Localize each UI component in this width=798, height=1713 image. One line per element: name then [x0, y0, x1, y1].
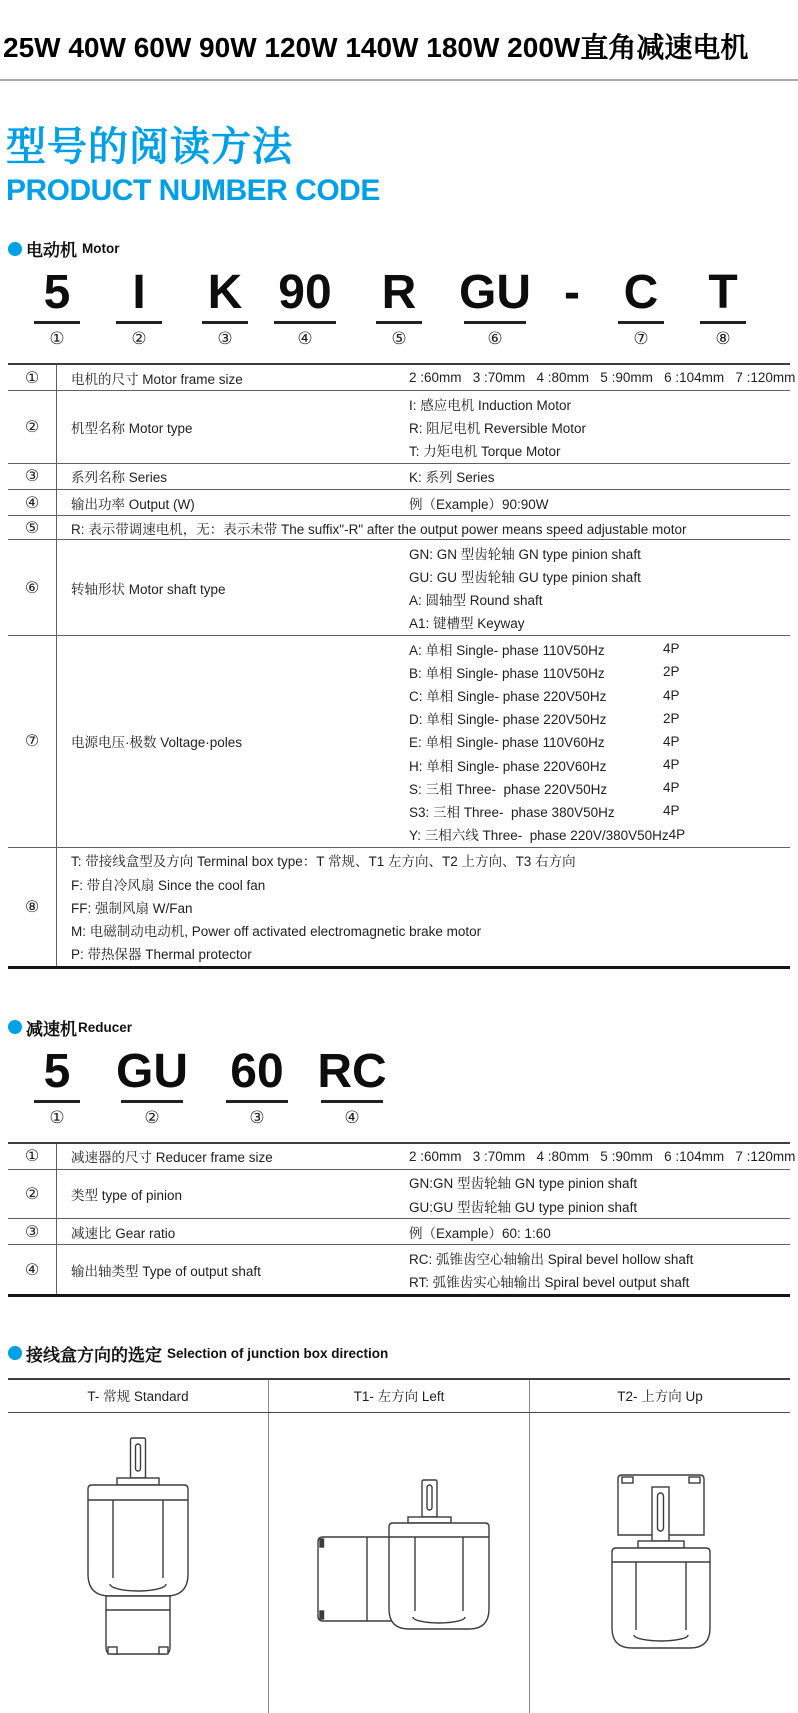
- junction-col-left-label: T1- 左方向 Left: [269, 1380, 530, 1412]
- junction-col-standard-label: T- 常规 Standard: [8, 1380, 269, 1412]
- motor-code-part: R ⑤: [359, 269, 439, 349]
- table-row: ② 机型名称 Motor type I: 感应电机 Induction Motor R: 阻尼电机 Reversible Motor T: 力矩电机 Torque Motor: [8, 391, 790, 464]
- motor-code-part: T ⑧: [683, 269, 763, 349]
- junction-table: [8, 1378, 790, 1713]
- code-underline: [700, 321, 746, 324]
- divider: [0, 79, 798, 81]
- table-row: ④ 输出功率 Output (W) 例（Example）90:90W: [8, 490, 790, 516]
- motor-code-dash: -: [564, 266, 580, 319]
- motor-section-label-zh: 电动机: [26, 241, 77, 260]
- motor-diagram-left: [297, 1479, 507, 1654]
- code-underline: [116, 321, 162, 324]
- junction-col-up-label: T2- 上方向 Up: [617, 1388, 703, 1404]
- code-underline: [376, 321, 422, 324]
- reducer-section-header: [8, 1015, 798, 1040]
- reducer-spec-table: [8, 1142, 796, 1297]
- code-underline: [34, 321, 80, 324]
- code-underline: [34, 1100, 80, 1103]
- table-row: ① 电机的尺寸 Motor frame size 2 :60mm 3 :70mm 4 :80mm 5 :90mm 6 :104mm 7 :120mm: [8, 365, 790, 391]
- reducer-code-part: RC ④: [317, 1044, 387, 1127]
- motor-section-header: [8, 236, 798, 261]
- motor-code-part: K ③: [185, 269, 265, 349]
- reducer-section-label-en: Reducer: [78, 1019, 133, 1035]
- heading-en: PRODUCT NUMBER CODE: [6, 174, 380, 207]
- table-row: ⑦ 电源电压·极数 Voltage·poles A: 单相 Single- phase 110V50Hz 4P B: 单相 Single- phase 110V50Hz 2P C: 单相 Single- phase 220V50Hz 4P D: 单相 Single- phase 220V50Hz 2P E: 单相 Single- phase 110V60Hz 4P H: 单相 Single- phase 220V60Hz 4P S: 三相 Three- phase 220V50Hz 4P S3: 三相 Three- phase 380V50Hz 4P Y: 三相六线 Three- phase 220V/380V50Hz 4P: [8, 636, 790, 848]
- bullet-icon: [8, 1346, 22, 1360]
- reducer-code-part: GU ②: [116, 1044, 188, 1127]
- motor-code: [0, 266, 798, 357]
- table-row: ⑥ 转轴形状 Motor shaft type GN: GN 型齿轮轴 GN type pinion shaft GU: GU 型齿轮轴 GU type pinion shaft A: 圆轴型 Round shaft A1: 键槽型 Keyway: [8, 540, 790, 636]
- junction-section-header: [8, 1341, 798, 1366]
- motor-code-part: 90 ④: [265, 269, 345, 349]
- motor-section-label-en: Motor: [82, 241, 120, 256]
- table-row: ④ 输出轴类型 Type of output shaft RC: 弧锥齿空心轴输出 Spiral bevel hollow shaft RT: 弧锥齿实心轴输出 Spiral bevel output shaft: [8, 1245, 790, 1293]
- code-underline: [321, 1100, 383, 1103]
- motor-code-part: C ⑦: [601, 269, 681, 349]
- code-underline: [618, 321, 664, 324]
- table-row: ① 减速器的尺寸 Reducer frame size 2 :60mm 3 :70mm 4 :80mm 5 :90mm 6 :104mm 7 :120mm: [8, 1144, 790, 1170]
- motor-diagram-up: [576, 1469, 750, 1669]
- motor-spec-table: [8, 363, 796, 969]
- bullet-icon: [8, 1020, 22, 1034]
- reducer-section-label-zh: 减速机: [26, 1019, 77, 1039]
- junction-cell-up: [530, 1413, 790, 1713]
- motor-code-part: GU ⑥: [459, 266, 531, 348]
- motor-code-part: 5 ①: [17, 269, 97, 349]
- junction-section-label-en: Selection of junction box direction: [167, 1345, 389, 1361]
- table-row: ③ 减速比 Gear ratio 例（Example）60: 1:60: [8, 1219, 790, 1245]
- junction-cell-standard: [8, 1413, 269, 1713]
- table-row: ⑧ T: 带接线盒型及方向 Terminal box type：T 常规、T1 左方向、T2 上方向、T3 右方向 F: 带自冷风扇 Since the cool fan FF: 强制风扇 W/Fan M: 电磁制动电动机, Power off activated electromagnetic brake motor P: 带热保器 Thermal protector: [8, 848, 790, 966]
- reducer-code: [0, 1044, 798, 1136]
- code-underline: [274, 321, 336, 324]
- junction-cell-left: [269, 1413, 530, 1713]
- code-underline: [464, 321, 526, 324]
- junction-section-label-zh: 接线盒方向的选定: [26, 1345, 162, 1365]
- code-underline: [202, 321, 248, 324]
- table-row: ⑤ R: 表示带调速电机，无：表示未带 The suffix"-R" after the output power means speed adjustable motor: [8, 516, 790, 540]
- code-underline: [226, 1100, 288, 1103]
- code-underline: [121, 1100, 183, 1103]
- bullet-icon: [8, 242, 22, 256]
- heading-zh: 型号的阅读方法: [6, 125, 293, 169]
- reducer-code-part: 60 ③: [217, 1048, 297, 1128]
- table-row: ② 类型 type of pinion GN:GN 型齿轮轴 GN type pinion shaft GU:GU 型齿轮轴 GU type pinion shaft: [8, 1170, 790, 1219]
- table-row: ③ 系列名称 Series K: 系列 Series: [8, 464, 790, 490]
- motor-diagram-standard: [58, 1437, 218, 1682]
- reducer-code-part: 5 ①: [17, 1048, 97, 1128]
- page-title: 25W 40W 60W 90W 120W 140W 180W 200W直角减速电机: [3, 32, 749, 63]
- motor-code-part: I ②: [99, 269, 179, 349]
